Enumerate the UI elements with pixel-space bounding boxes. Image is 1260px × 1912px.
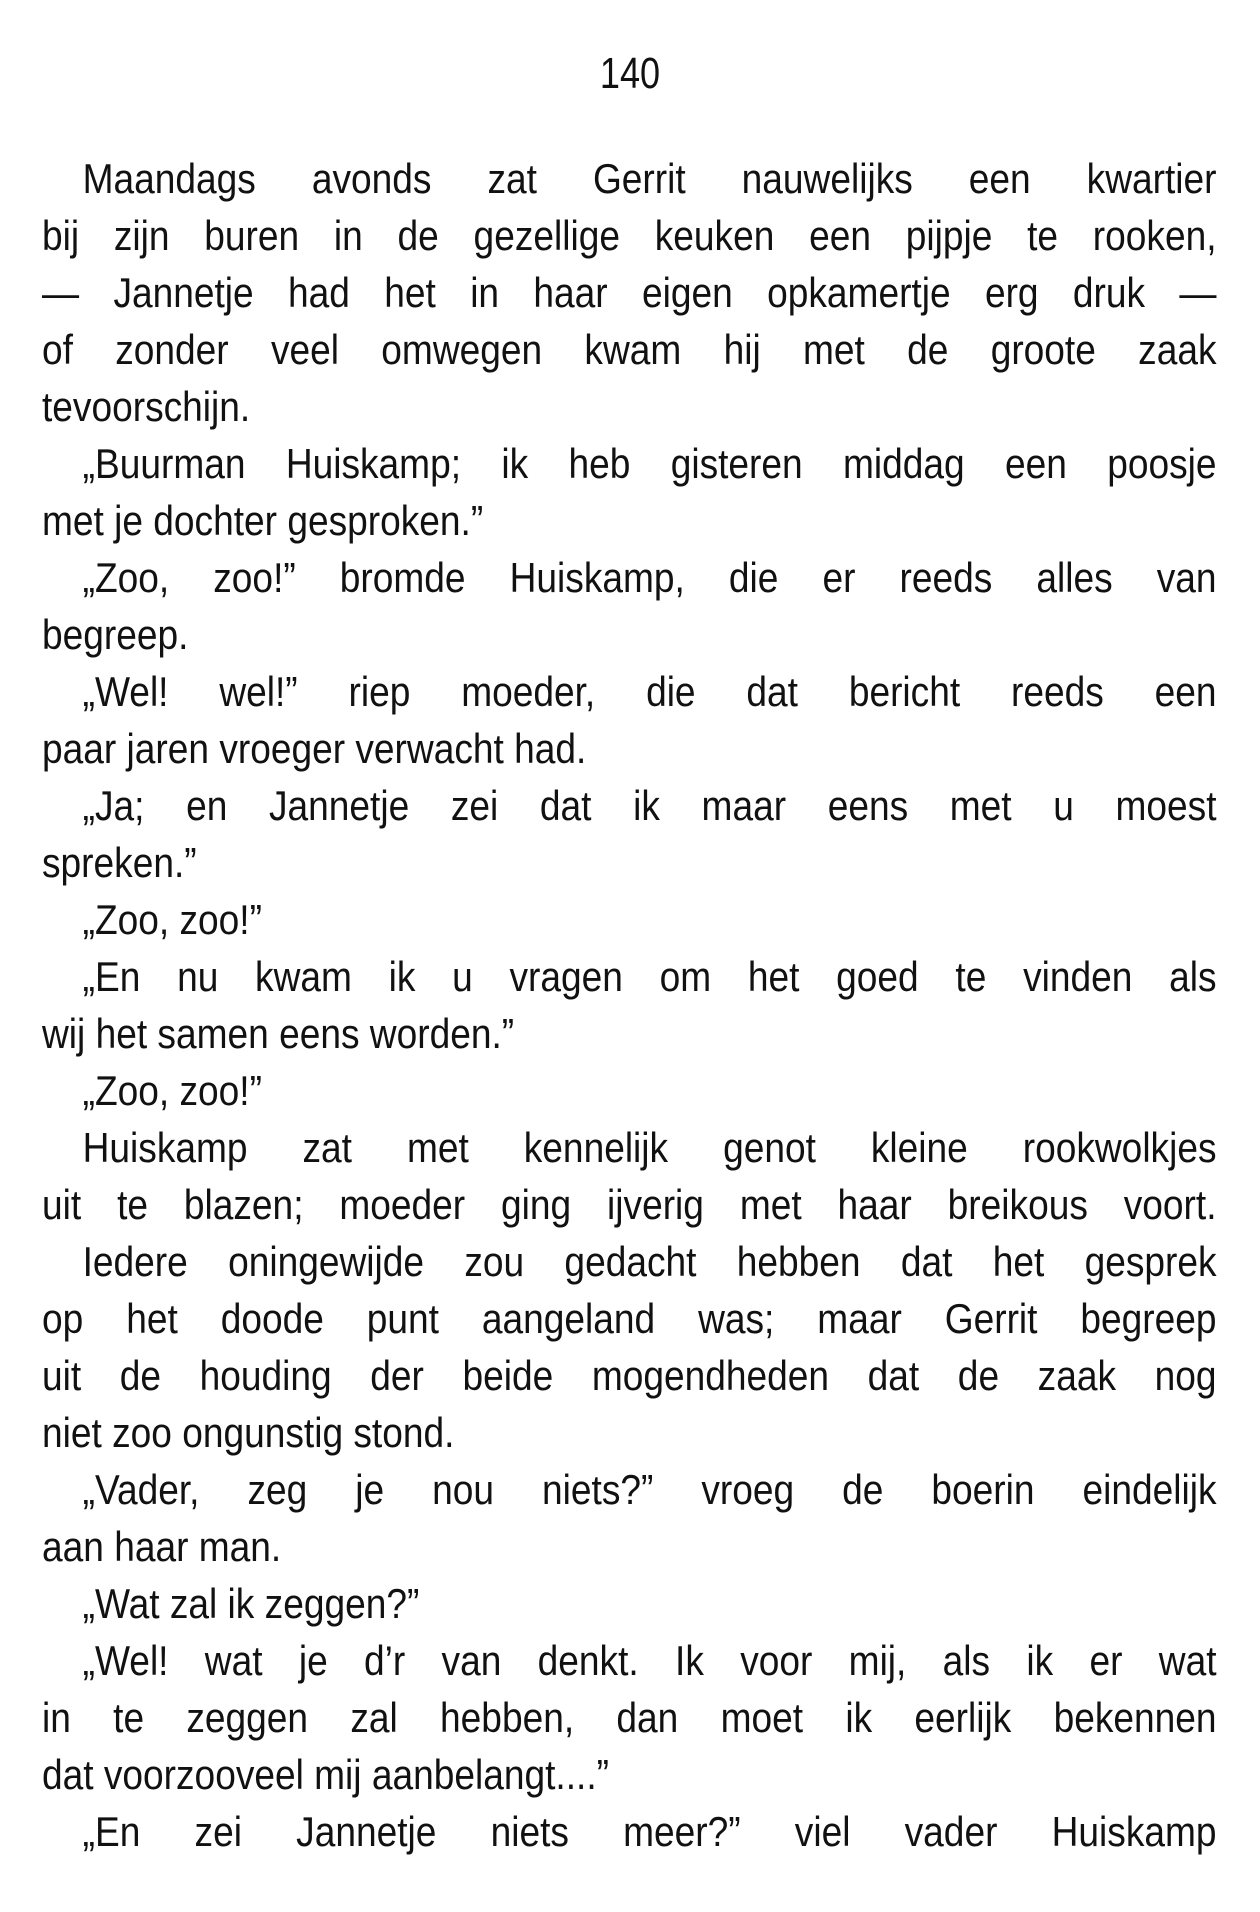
text-line: „En nu kwam ik u vragen om het goed te vinden als xyxy=(82,953,1217,1000)
text-line: aan haar man. xyxy=(42,1523,282,1570)
text-line: of zonder veel omwegen kwam hij met de groote zaak xyxy=(42,326,1217,373)
text-line: niet zoo ongunstig stond. xyxy=(42,1409,455,1456)
text-line: met je dochter gesproken.” xyxy=(42,497,484,544)
text-line: „Ja; en Jannetje zei dat ik maar eens met u moest xyxy=(82,782,1217,829)
text-line: Huiskamp zat met kennelijk genot kleine rookwolkjes xyxy=(82,1124,1217,1171)
page-number: 140 xyxy=(599,49,661,98)
text-line: „Wel! wel!” riep moeder, die dat bericht reeds een xyxy=(82,668,1217,715)
text-line: Iedere oningewijde zou gedacht hebben dat het gesprek xyxy=(82,1238,1217,1285)
text-line: „Buurman Huiskamp; ik heb gisteren middag een poosje xyxy=(82,440,1217,487)
text-line: „Vader, zeg je nou niets?” vroeg de boerin eindelijk xyxy=(82,1466,1217,1513)
text-line: „Wat zal ik zeggen?” xyxy=(82,1580,420,1627)
text-line: uit de houding der beide mogendheden dat de zaak nog xyxy=(42,1352,1217,1399)
text-line: uit te blazen; moeder ging ijverig met haar breikous voort. xyxy=(42,1181,1217,1228)
text-line: in te zeggen zal hebben, dan moet ik eerlijk bekennen xyxy=(42,1694,1217,1741)
text-line: Maandags avonds zat Gerrit nauwelijks een kwartier xyxy=(82,155,1217,202)
text-line: — Jannetje had het in haar eigen opkamertje erg druk — xyxy=(42,269,1217,316)
text-line: „Zoo, zoo!” xyxy=(82,896,262,943)
text-line: begreep. xyxy=(42,611,189,658)
text-line: paar jaren vroeger verwacht had. xyxy=(42,725,587,772)
body-text xyxy=(42,150,1217,1860)
text-line: spreken.” xyxy=(42,839,197,886)
text-line: „Wel! wat je d’r van denkt. Ik voor mij, als ik er wat xyxy=(82,1637,1217,1684)
text-line: „En zei Jannetje niets meer?” viel vader Huiskamp xyxy=(82,1808,1217,1855)
text-line: wij het samen eens worden.” xyxy=(42,1010,515,1057)
text-line: dat voorzooveel mij aanbelangt....” xyxy=(42,1751,609,1798)
text-line: „Zoo, zoo!” bromde Huiskamp, die er reeds alles van xyxy=(82,554,1217,601)
text-line: tevoorschijn. xyxy=(42,383,251,430)
text-line: „Zoo, zoo!” xyxy=(82,1067,262,1114)
text-line: bij zijn buren in de gezellige keuken een pijpje te rooken, xyxy=(42,212,1217,259)
text-line: op het doode punt aangeland was; maar Gerrit begreep xyxy=(42,1295,1217,1342)
